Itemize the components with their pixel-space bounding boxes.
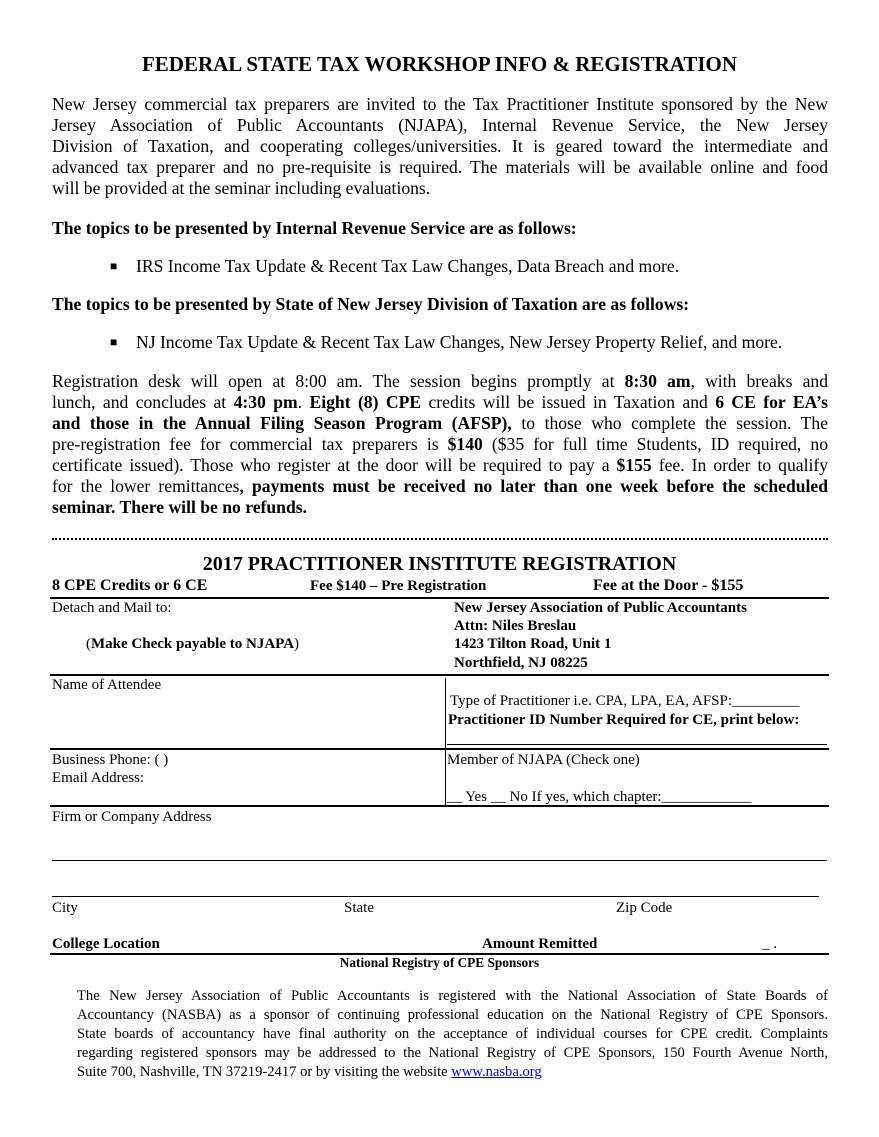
form-title: 2017 PRACTITIONER INSTITUTE REGISTRATION [202, 553, 677, 575]
mail-address-line: New Jersey Association of Public Accountants [454, 600, 747, 616]
door-fee: Fee at the Door - $155 [593, 577, 744, 594]
detach-label: Detach and Mail to: [52, 600, 172, 616]
form-rule [50, 674, 829, 676]
registration-line: lunch, and concludes at 4:30 pm. Eight (8) CPE credits will be issued in Taxation and 6 CE for EA’s [52, 392, 829, 412]
firm-address-input-line[interactable] [52, 860, 827, 861]
njapa-member-checkboxes[interactable]: __ Yes __ No If yes, which chapter:____________ [447, 789, 752, 805]
intro-line: Jersey Association of Public Accountants (NJAPA), Internal Revenue Service, the New Jersey [52, 115, 828, 135]
attendee-name-field[interactable]: Name of Attendee [52, 677, 162, 693]
intro-line: New Jersey commercial tax preparers are invited to the Tax Practitioner Institute sponsored by the New [52, 94, 828, 114]
registration-paragraph [52, 371, 828, 518]
registration-line: for the lower remittances, payments must be received no later than one week before the scheduled [52, 476, 828, 496]
form-rule [50, 805, 829, 807]
state-label: State [344, 900, 374, 916]
nasba-website-link[interactable]: www.nasba.org [451, 1064, 542, 1080]
form-column-divider [445, 678, 446, 806]
irs-topic-text: IRS Income Tax Update & Recent Tax Law Changes, Data Breach and more. [136, 256, 680, 276]
bullet-icon: ■ [110, 259, 118, 273]
disclaimer-line: State boards of accountancy have final authority on the acceptance of individual courses for CPE credit. Complaints [77, 1026, 828, 1042]
form-rule [50, 748, 829, 750]
intro-line: will be provided at the seminar including evaluations. [52, 178, 431, 198]
registration-line: certificate issued). Those who register at the door will be required to pay a $155 fee. In order to qualify [52, 455, 828, 475]
registration-line: pre-registration fee for commercial tax preparers is $140 ($35 for full time Students, ID required, no [52, 434, 828, 454]
registry-heading: National Registry of CPE Sponsors [339, 955, 540, 970]
mail-address-line: 1423 Tilton Road, Unit 1 [454, 636, 612, 652]
nj-topic-text: NJ Income Tax Update & Recent Tax Law Changes, New Jersey Property Relief, and more. [136, 332, 783, 352]
registration-line: and those in the Annual Filing Season Program (AFSP), to those who complete the session. The [52, 413, 828, 433]
disclaimer-line: The New Jersey Association of Public Accountants is registered with the National Association of State Boards of [77, 988, 828, 1004]
njapa-member-label: Member of NJAPA (Check one) [447, 752, 640, 768]
email-address-field[interactable]: Email Address: [52, 770, 145, 786]
disclaimer-line: regarding registered sponsors may be addressed to the National Registry of CPE Sponsors, 150 Fourth Avenue North, [77, 1045, 828, 1061]
city-state-zip-input-line[interactable] [52, 896, 819, 897]
firm-address-field[interactable]: Firm or Company Address [52, 809, 212, 825]
form-rule [50, 597, 829, 599]
bullet-icon: ■ [110, 335, 118, 349]
college-location-field[interactable]: College Location [52, 936, 160, 952]
irs-topic-item [110, 256, 679, 277]
mail-address-line: Attn: Niles Breslau [454, 618, 577, 634]
practitioner-type-field[interactable]: Type of Practitioner i.e. CPA, LPA, EA, AFSP:_________ [450, 693, 800, 709]
detach-dotted-line [52, 538, 828, 540]
city-label: City [52, 900, 78, 916]
disclaimer-line: Suite 700, Nashville, TN 37219-2417 or by visiting the website www.nasba.org [77, 1064, 542, 1080]
registration-line: Registration desk will open at 8:00 am. The session begins promptly at 8:30 am, with breaks and [52, 371, 828, 391]
nasba-disclaimer [77, 987, 828, 1082]
make-check-note: (Make Check payable to NJAPA) [86, 636, 300, 652]
nj-topic-item [110, 332, 782, 353]
cpe-credits-label: 8 CPE Credits or 6 CE [52, 577, 208, 594]
intro-line: Division of Taxation, and cooperating colleges/universities. It is geared toward the intermediate and [52, 136, 828, 156]
intro-line: advanced tax preparer and no pre-requisite is required. The materials will be available online and food [52, 157, 828, 177]
mail-address-line: Northfield, NJ 08225 [454, 655, 588, 671]
amount-remitted-blank: _ . [762, 936, 777, 952]
zip-code-label: Zip Code [616, 900, 673, 916]
amount-remitted-field[interactable]: Amount Remitted [482, 936, 598, 952]
business-phone-field[interactable]: Business Phone: ( ) [52, 752, 169, 768]
pre-registration-fee: Fee $140 – Pre Registration [310, 578, 487, 594]
registration-line: seminar. There will be no refunds. [52, 497, 307, 517]
irs-topics-heading: The topics to be presented by Internal Revenue Service are as follows: [52, 218, 577, 238]
intro-paragraph [52, 94, 828, 199]
nj-topics-heading: The topics to be presented by State of New Jersey Division of Taxation are as follows: [52, 294, 690, 314]
practitioner-id-input-line[interactable] [447, 744, 827, 745]
document-title: FEDERAL STATE TAX WORKSHOP INFO & REGISTRATION [141, 52, 738, 76]
disclaimer-line: Accountancy (NASBA) as a sponsor of continuing professional education on the National Registry of CPE Sponsors. [77, 1007, 828, 1023]
practitioner-id-label: Practitioner ID Number Required for CE, print below: [448, 712, 800, 728]
